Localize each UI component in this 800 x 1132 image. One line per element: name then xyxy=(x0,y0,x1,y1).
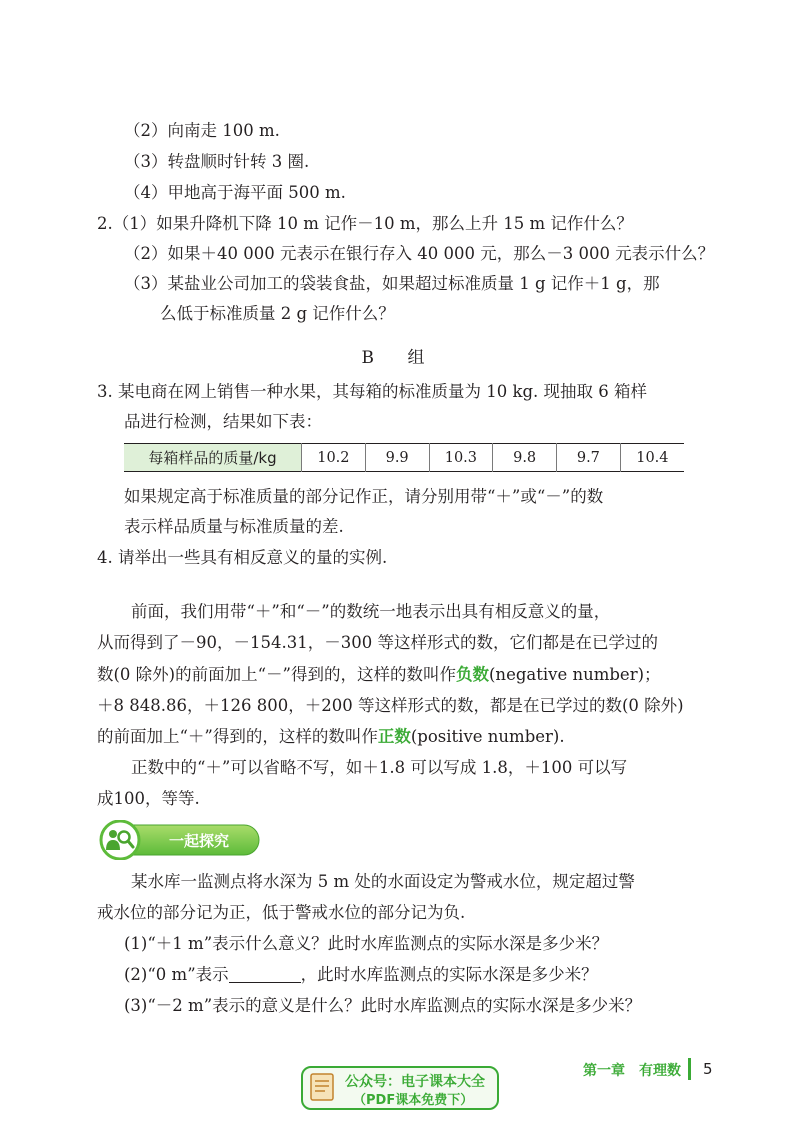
body-text: 的前面加上“＋”得到的，这样的数叫作 xyxy=(97,727,378,746)
explore-line-2: 戒水位的部分记为正，低于警戒水位的部分记为负. xyxy=(97,903,466,922)
exercise-1-3: （3）转盘顺时针转 3 圈. xyxy=(124,152,310,171)
body-line-7: 成100，等等. xyxy=(97,789,200,808)
chapter-label: 第一章 有理数 xyxy=(583,1063,681,1079)
body-line-1: 前面，我们用带“＋”和“－”的数统一地表示出具有相反意义的量， xyxy=(131,602,611,621)
exercise-3-line-1: 3. 某电商在网上销售一种水果，其每箱的标准质量为 10 kg. 现抽取 6 箱样 xyxy=(97,382,648,401)
term-positive-number: 正数 xyxy=(377,727,411,746)
exercise-3-after-2: 表示样品质量与标准质量的差. xyxy=(124,517,344,536)
explore-question-3: (3)“－2 m”表示的意义是什么？此时水库监测点的实际水深是多少米？ xyxy=(124,996,642,1015)
footer-divider xyxy=(688,1058,691,1080)
body-text: 数(0 除外)的前面加上“－”得到的，这样的数叫作 xyxy=(97,665,456,684)
question-text: ，此时水库监测点的实际水深是多少米？ xyxy=(300,965,598,984)
watermark-line-1: 公众号：电子课本大全 xyxy=(345,1074,485,1090)
body-text: (negative number)； xyxy=(489,665,661,684)
body-line-4: ＋8 848.86，＋126 800，＋200 等这样形式的数，都是在已学过的数(0 除外) xyxy=(97,696,684,715)
explore-badge-label: 一起探究 xyxy=(169,832,230,850)
exercise-2-2: （2）如果＋40 000 元表示在银行存入 40 000 元，那么－3 000 元表示什么？ xyxy=(124,244,715,263)
watermark-line-2: （PDF课本免费下） xyxy=(353,1093,474,1108)
explore-question-1: (1)“＋1 m”表示什么意义？此时水库监测点的实际水深是多少米？ xyxy=(124,934,609,953)
fill-in-blank[interactable] xyxy=(229,964,301,983)
body-line-5 xyxy=(97,726,565,748)
table-row xyxy=(124,444,684,472)
table-cell: 9.9 xyxy=(365,444,429,472)
body-line-3 xyxy=(97,664,661,686)
exercise-2-3-cont: 么低于标准质量 2 g 记作什么？ xyxy=(160,304,395,323)
page-number: 5 xyxy=(703,1060,713,1078)
book-logo-icon xyxy=(310,1073,336,1103)
explore-line-1: 某水库一监测点将水深为 5 m 处的水面设定为警戒水位，规定超过警 xyxy=(131,872,635,891)
table-cell: 9.7 xyxy=(557,444,621,472)
watermark-banner xyxy=(301,1066,499,1110)
term-negative-number: 负数 xyxy=(456,665,489,684)
table-cell: 10.3 xyxy=(429,444,493,472)
explore-question-2 xyxy=(124,964,598,986)
sample-weight-table xyxy=(124,443,684,472)
table-cell: 10.2 xyxy=(302,444,366,472)
exercise-3-line-2: 品进行检测，结果如下表： xyxy=(124,412,322,431)
table-header-cell: 每箱样品的质量/kg xyxy=(124,444,302,472)
table-cell: 9.8 xyxy=(493,444,557,472)
exercise-3-after-1: 如果规定高于标准质量的部分记作正，请分别用带“＋”或“－”的数 xyxy=(124,487,604,506)
question-text: (2)“0 m”表示 xyxy=(124,965,229,984)
exercise-4: 4. 请举出一些具有相反意义的量的实例. xyxy=(97,548,388,567)
exercise-1-4: （4）甲地高于海平面 500 m. xyxy=(124,183,346,202)
body-line-6: 正数中的“＋”可以省略不写，如＋1.8 可以写成 1.8，＋100 可以写 xyxy=(131,758,628,777)
exercise-1-2: （2）向南走 100 m. xyxy=(124,121,280,140)
table-cell: 10.4 xyxy=(620,444,684,472)
exercise-2-1: 2.（1）如果升降机下降 10 m 记作－10 m，那么上升 15 m 记作什么？ xyxy=(97,214,633,233)
group-b-title: B 组 xyxy=(361,348,439,368)
body-text: (positive number). xyxy=(410,727,565,746)
exercise-2-3: （3）某盐业公司加工的袋装食盐，如果超过标准质量 1 g 记作＋1 g，那 xyxy=(124,274,660,293)
body-line-2: 从而得到了－90，－154.31，－300 等这样形式的数，它们都是在已学过的 xyxy=(97,633,658,652)
explore-together-badge xyxy=(99,820,261,860)
